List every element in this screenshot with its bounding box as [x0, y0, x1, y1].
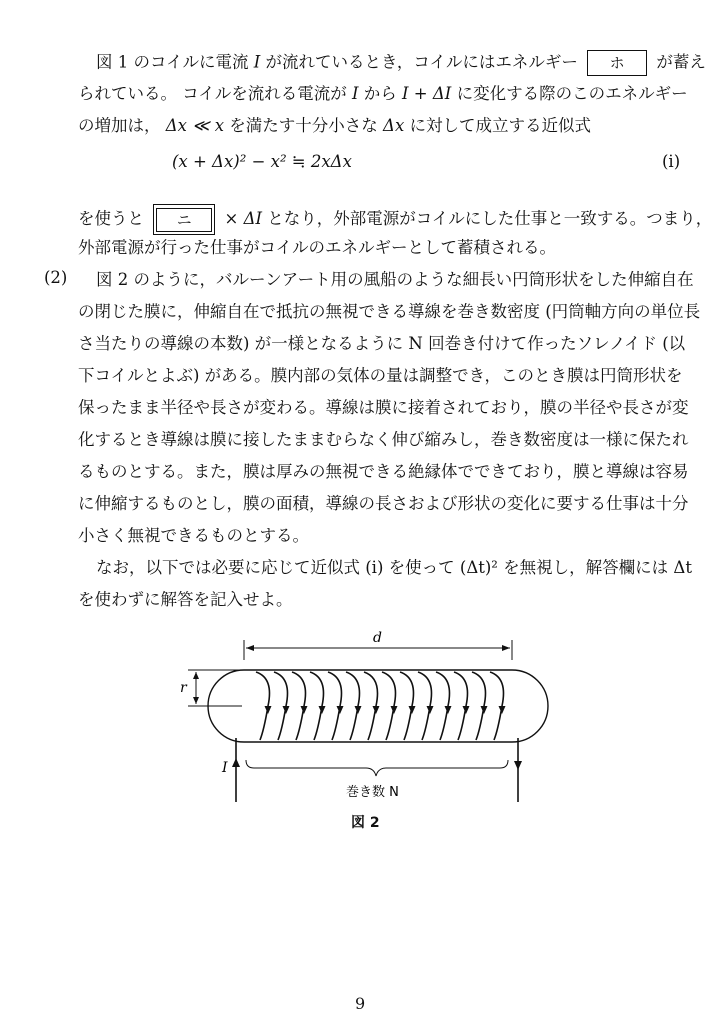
figure-caption: 図 2 — [351, 815, 380, 831]
text: られている。 コイルを流れる電流が — [78, 84, 347, 103]
r-arrow-bottom — [193, 697, 199, 704]
coil-current-arrow — [481, 706, 488, 714]
section2-line: さ当たりの導線の本数) が一様となるように N 回巻き付けて作ったソレノイド (以 — [78, 334, 686, 353]
coil-current-arrow — [301, 706, 308, 714]
text: から — [363, 84, 397, 103]
text: となり，外部電源がコイルにした仕事と一致する。つまり， — [267, 208, 713, 228]
text: に変化する際のこのエネルギー — [456, 84, 688, 103]
text: が蓄え — [656, 52, 706, 72]
text: に対して成立する近似式 — [409, 116, 592, 135]
section2-line: 図 2 のように，バルーンアート用の風船のような細長い円筒形状をした伸縮自在 — [96, 270, 694, 289]
note-line1: なお，以下では必要に応じて近似式 (i) を使って (Δt)² を無視し，解答欄には Δt — [96, 558, 692, 577]
coil-current-arrow — [355, 706, 362, 714]
answer-box-ni-frame — [153, 204, 215, 235]
math-expr: Δx ≪ x — [165, 116, 225, 135]
math-expr: × ΔI — [224, 208, 263, 228]
section2-line: 小さく無視できるものとする。 — [78, 526, 309, 545]
section2-line: 下コイルとよぶ) がある。膜内部の気体の量は調整でき，このとき膜は円筒形状を — [78, 366, 683, 385]
coil-current-arrow — [337, 706, 344, 714]
paragraph1-line4 — [78, 204, 712, 235]
section2-line: 保ったまま半径や長さが変わる。導線は膜に接着されており，膜の半径や長さが変 — [78, 398, 689, 417]
d-arrow-right — [502, 645, 510, 651]
coil-current-arrow — [463, 706, 470, 714]
math-var: I — [253, 52, 261, 72]
paragraph1-line2 — [78, 82, 688, 106]
coil-current-arrow — [319, 706, 326, 714]
paragraph1-line1 — [96, 50, 706, 76]
text: を使うと — [78, 208, 144, 228]
label-d: d — [373, 630, 382, 646]
answer-box-ho: ホ — [587, 50, 647, 76]
coil-current-arrow — [373, 706, 380, 714]
text: が流れているとき，コイルにはエネルギー — [265, 52, 578, 72]
section2-line: 化するとき導線は膜に接したままむらなく伸び縮みし，巻き数密度は一様に保たれ — [78, 430, 689, 449]
text: を満たす十分小さな — [229, 116, 378, 135]
text: の増加は， — [78, 116, 161, 135]
coil-turns — [256, 672, 506, 740]
paragraph1-line3 — [78, 114, 591, 138]
math-var: I — [352, 84, 359, 103]
coil-current-arrow — [499, 706, 506, 714]
text: 図 1 のコイルに電流 — [96, 52, 249, 72]
section2-line: の閉じた膜に，伸縮自在で抵抗の無視できる導線を巻き数密度 (円筒軸方向の単位長 — [78, 302, 701, 321]
label-I: I — [222, 760, 228, 776]
math-expr: I + ΔI — [402, 84, 452, 103]
equation-i: (x + Δx)² − x² ≒ 2xΔx — [172, 152, 352, 171]
current-arrow-up — [232, 758, 240, 767]
math-var: Δx — [383, 116, 405, 135]
coil-current-arrow — [445, 706, 452, 714]
current-arrow-down — [514, 761, 522, 770]
equation-tag: (i) — [662, 152, 681, 171]
coil-current-arrow — [283, 706, 290, 714]
solenoid-figure — [170, 620, 570, 830]
section2-line: るものとする。また，膜は厚みの無視できる絶縁体でできており，膜と導線は容易 — [78, 462, 689, 481]
section-label: (2) — [44, 268, 68, 287]
d-arrow-left — [246, 645, 254, 651]
answer-box-ni: ニ — [156, 208, 212, 232]
section2-line: に伸縮するものとし，膜の面積，導線の長さおよび形状の変化に要する仕事は十分 — [78, 494, 689, 513]
page-number: 9 — [355, 994, 366, 1013]
paragraph1-line5: 外部電源が行った仕事がコイルのエネルギーとして蓄積される。 — [78, 238, 557, 257]
coil-current-arrow — [409, 706, 416, 714]
note-line2: を使わずに解答を記入せよ。 — [78, 590, 293, 609]
coil-current-arrow — [265, 706, 272, 714]
turns-brace — [246, 760, 508, 776]
label-r: r — [180, 680, 187, 696]
r-arrow-top — [193, 672, 199, 679]
coil-current-arrow — [391, 706, 398, 714]
coil-current-arrow — [427, 706, 434, 714]
label-turns: 巻き数 N — [346, 785, 399, 800]
